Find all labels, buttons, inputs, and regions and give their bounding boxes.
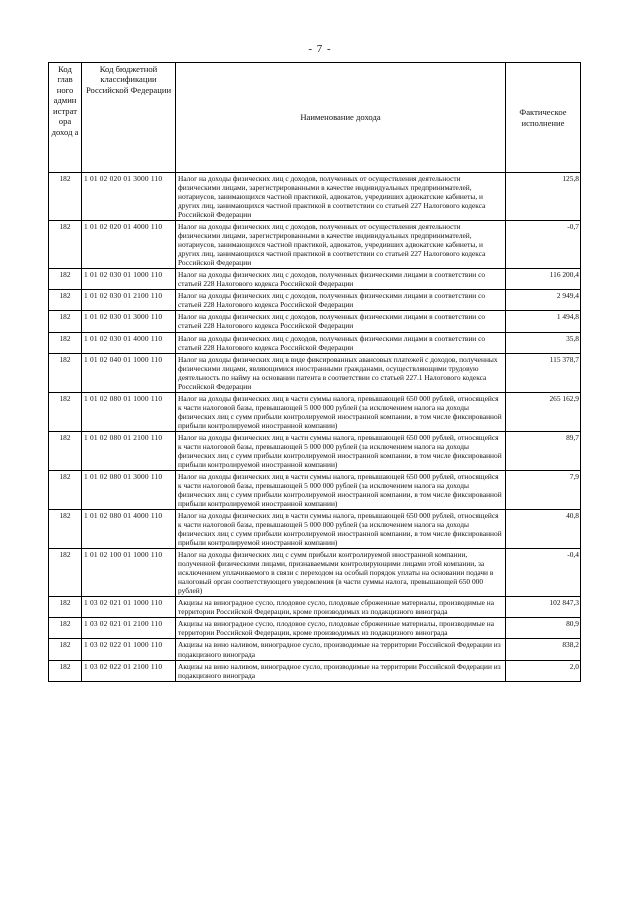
row-admin-code: 182 bbox=[49, 510, 82, 549]
row-admin-code: 182 bbox=[49, 660, 82, 681]
row-budget-code: 1 03 02 022 01 2100 110 bbox=[82, 660, 176, 681]
row-revenue-name: Налог на доходы физических лиц с доходов, полученных физическими лицами в соответствии со статьей 228 Налогового кодекса Российской Федерации bbox=[176, 290, 506, 311]
header-admin-code: Код глав ного админ истрат ора доход а bbox=[49, 63, 82, 173]
row-revenue-name: Налог на доходы физических лиц в виде фиксированных авансовых платежей с доходов, полученных физическими лицами, являющимися иностранными гражданами, осуществляющими трудовую деятельность по найму на основании патента в соответствии со статьей 227.1 Налогового кодекса Российской Федерации bbox=[176, 353, 506, 392]
table-row bbox=[49, 639, 581, 660]
row-admin-code: 182 bbox=[49, 173, 82, 221]
row-actual-value: 2,0 bbox=[506, 660, 581, 681]
row-budget-code: 1 01 02 100 01 1000 110 bbox=[82, 549, 176, 597]
page-number: - 7 - bbox=[308, 43, 332, 55]
header-budget-code: Код бюджетной классификации Российской Федерации bbox=[82, 63, 176, 173]
row-budget-code: 1 01 02 030 01 2100 110 bbox=[82, 290, 176, 311]
row-budget-code: 1 03 02 021 01 1000 110 bbox=[82, 597, 176, 618]
row-revenue-name: Налог на доходы физических лиц с доходов, полученных физическими лицами в соответствии со статьей 228 Налогового кодекса Российской Федерации bbox=[176, 269, 506, 290]
row-revenue-name: Налог на доходы физических лиц с доходов, полученных физическими лицами в соответствии со статьей 228 Налогового кодекса Российской Федерации bbox=[176, 332, 506, 353]
row-budget-code: 1 01 02 020 01 4000 110 bbox=[82, 221, 176, 269]
row-budget-code: 1 01 02 030 01 3000 110 bbox=[82, 311, 176, 332]
row-admin-code: 182 bbox=[49, 639, 82, 660]
table-row bbox=[49, 290, 581, 311]
row-revenue-name: Налог на доходы физических лиц с доходов, полученных от осуществления деятельности физическими лицами, зарегистрированными в качестве индивидуальных предпринимателей, нотариусов, занимающихся частной практикой, адвокатов, учредивших адвокатские кабинеты, и других лиц, занимающихся частной практикой в соответствии со статьей 227 Налогового кодекса Российской Федерации bbox=[176, 221, 506, 269]
table-row bbox=[49, 431, 581, 470]
table-row bbox=[49, 618, 581, 639]
row-budget-code: 1 01 02 080 01 4000 110 bbox=[82, 510, 176, 549]
row-actual-value: 116 200,4 bbox=[506, 269, 581, 290]
row-admin-code: 182 bbox=[49, 618, 82, 639]
row-budget-code: 1 01 02 080 01 2100 110 bbox=[82, 431, 176, 470]
table-row bbox=[49, 549, 581, 597]
row-admin-code: 182 bbox=[49, 290, 82, 311]
row-admin-code: 182 bbox=[49, 597, 82, 618]
row-revenue-name: Налог на доходы физических лиц с доходов, полученных от осуществления деятельности физическими лицами, зарегистрированными в качестве индивидуальных предпринимателей, нотариусов, занимающихся частной практикой, адвокатов, учредивших адвокатские кабинеты, и других лиц, занимающихся частной практикой в соответствии со статьей 227 Налогового кодекса Российской Федерации bbox=[176, 173, 506, 221]
row-actual-value: 40,8 bbox=[506, 510, 581, 549]
row-revenue-name: Налог на доходы физических лиц в части суммы налога, превышающей 650 000 рублей, относящейся к части налоговой базы, превышающей 5 000 000 рублей (за исключением налога на доходы физических лиц с сумм прибыли контролируемой иностранной компании, в том числе фиксированной прибыли контролируемой иностранной компании) bbox=[176, 392, 506, 431]
row-actual-value: -0,4 bbox=[506, 549, 581, 597]
table-row bbox=[49, 332, 581, 353]
row-revenue-name: Акцизы на виноградное сусло, плодовое сусло, плодовые сброженные материалы, производимые на территории Российской Федерации, кроме производимых из подакцизного винограда bbox=[176, 597, 506, 618]
row-actual-value: 35,8 bbox=[506, 332, 581, 353]
row-actual-value: 838,2 bbox=[506, 639, 581, 660]
row-admin-code: 182 bbox=[49, 269, 82, 290]
row-admin-code: 182 bbox=[49, 392, 82, 431]
row-revenue-name: Налог на доходы физических лиц с доходов, полученных физическими лицами в соответствии со статьей 228 Налогового кодекса Российской Федерации bbox=[176, 311, 506, 332]
row-admin-code: 182 bbox=[49, 353, 82, 392]
row-budget-code: 1 01 02 080 01 3000 110 bbox=[82, 470, 176, 509]
row-admin-code: 182 bbox=[49, 332, 82, 353]
row-revenue-name: Налог на доходы физических лиц с сумм прибыли контролируемой иностранной компании, полученной физическими лицами, признаваемыми контролирующими лицами этой компании, за исключением уплачиваемого в связи с переходом на особый порядок уплаты на основании подачи в налоговый орган соответствующего уведомления (в части суммы налога, превышающей 650 000 рублей) bbox=[176, 549, 506, 597]
row-actual-value: 125,8 bbox=[506, 173, 581, 221]
row-revenue-name: Налог на доходы физических лиц в части суммы налога, превышающей 650 000 рублей, относящейся к части налоговой базы, превышающей 5 000 000 рублей (за исключением налога на доходы физических лиц с сумм прибыли контролируемой иностранной компании, в том числе фиксированной прибыли контролируемой иностранной компании) bbox=[176, 470, 506, 509]
row-budget-code: 1 01 02 040 01 1000 110 bbox=[82, 353, 176, 392]
row-actual-value: 2 949,4 bbox=[506, 290, 581, 311]
table-row bbox=[49, 660, 581, 681]
row-actual-value: 102 847,3 bbox=[506, 597, 581, 618]
row-revenue-name: Акцизы на вино наливом, виноградное сусло, производимые на территории Российской Федерации из подакцизного винограда bbox=[176, 660, 506, 681]
row-admin-code: 182 bbox=[49, 431, 82, 470]
row-revenue-name: Налог на доходы физических лиц в части суммы налога, превышающей 650 000 рублей, относящейся к части налоговой базы, превышающей 5 000 000 рублей (за исключением налога на доходы физических лиц с сумм прибыли контролируемой иностранной компании, в том числе фиксированной прибыли контролируемой иностранной компании) bbox=[176, 431, 506, 470]
row-actual-value: 1 494,8 bbox=[506, 311, 581, 332]
header-revenue-name: Наименование дохода bbox=[176, 63, 506, 173]
row-actual-value: 89,7 bbox=[506, 431, 581, 470]
table-row bbox=[49, 597, 581, 618]
table-header-row bbox=[49, 63, 581, 173]
row-revenue-name: Налог на доходы физических лиц в части суммы налога, превышающей 650 000 рублей, относящейся к части налоговой базы, превышающей 5 000 000 рублей (за исключением налога на доходы физических лиц с сумм прибыли контролируемой иностранной компании, в том числе фиксированной прибыли контролируемой иностранной компании) bbox=[176, 510, 506, 549]
row-actual-value: 115 378,7 bbox=[506, 353, 581, 392]
row-actual-value: 265 162,9 bbox=[506, 392, 581, 431]
revenue-table bbox=[48, 62, 581, 682]
table-row bbox=[49, 311, 581, 332]
row-budget-code: 1 03 02 022 01 1000 110 bbox=[82, 639, 176, 660]
row-budget-code: 1 01 02 030 01 1000 110 bbox=[82, 269, 176, 290]
table-row bbox=[49, 470, 581, 509]
table-row bbox=[49, 510, 581, 549]
row-admin-code: 182 bbox=[49, 311, 82, 332]
row-admin-code: 182 bbox=[49, 549, 82, 597]
table-row bbox=[49, 269, 581, 290]
table-row bbox=[49, 392, 581, 431]
row-actual-value: -0,7 bbox=[506, 221, 581, 269]
row-revenue-name: Акцизы на вино наливом, виноградное сусло, производимые на территории Российской Федерации из подакцизного винограда bbox=[176, 639, 506, 660]
table-row bbox=[49, 221, 581, 269]
header-actual-execution: Фактическое исполнение bbox=[506, 63, 581, 173]
row-revenue-name: Акцизы на виноградное сусло, плодовое сусло, плодовые сброженные материалы, производимые на территории Российской Федерации, кроме производимых из подакцизного винограда bbox=[176, 618, 506, 639]
table-row bbox=[49, 353, 581, 392]
row-admin-code: 182 bbox=[49, 221, 82, 269]
table-row bbox=[49, 173, 581, 221]
row-budget-code: 1 01 02 020 01 3000 110 bbox=[82, 173, 176, 221]
row-actual-value: 7,9 bbox=[506, 470, 581, 509]
row-actual-value: 80,9 bbox=[506, 618, 581, 639]
row-budget-code: 1 01 02 030 01 4000 110 bbox=[82, 332, 176, 353]
row-admin-code: 182 bbox=[49, 470, 82, 509]
row-budget-code: 1 01 02 080 01 1000 110 bbox=[82, 392, 176, 431]
row-budget-code: 1 03 02 021 01 2100 110 bbox=[82, 618, 176, 639]
